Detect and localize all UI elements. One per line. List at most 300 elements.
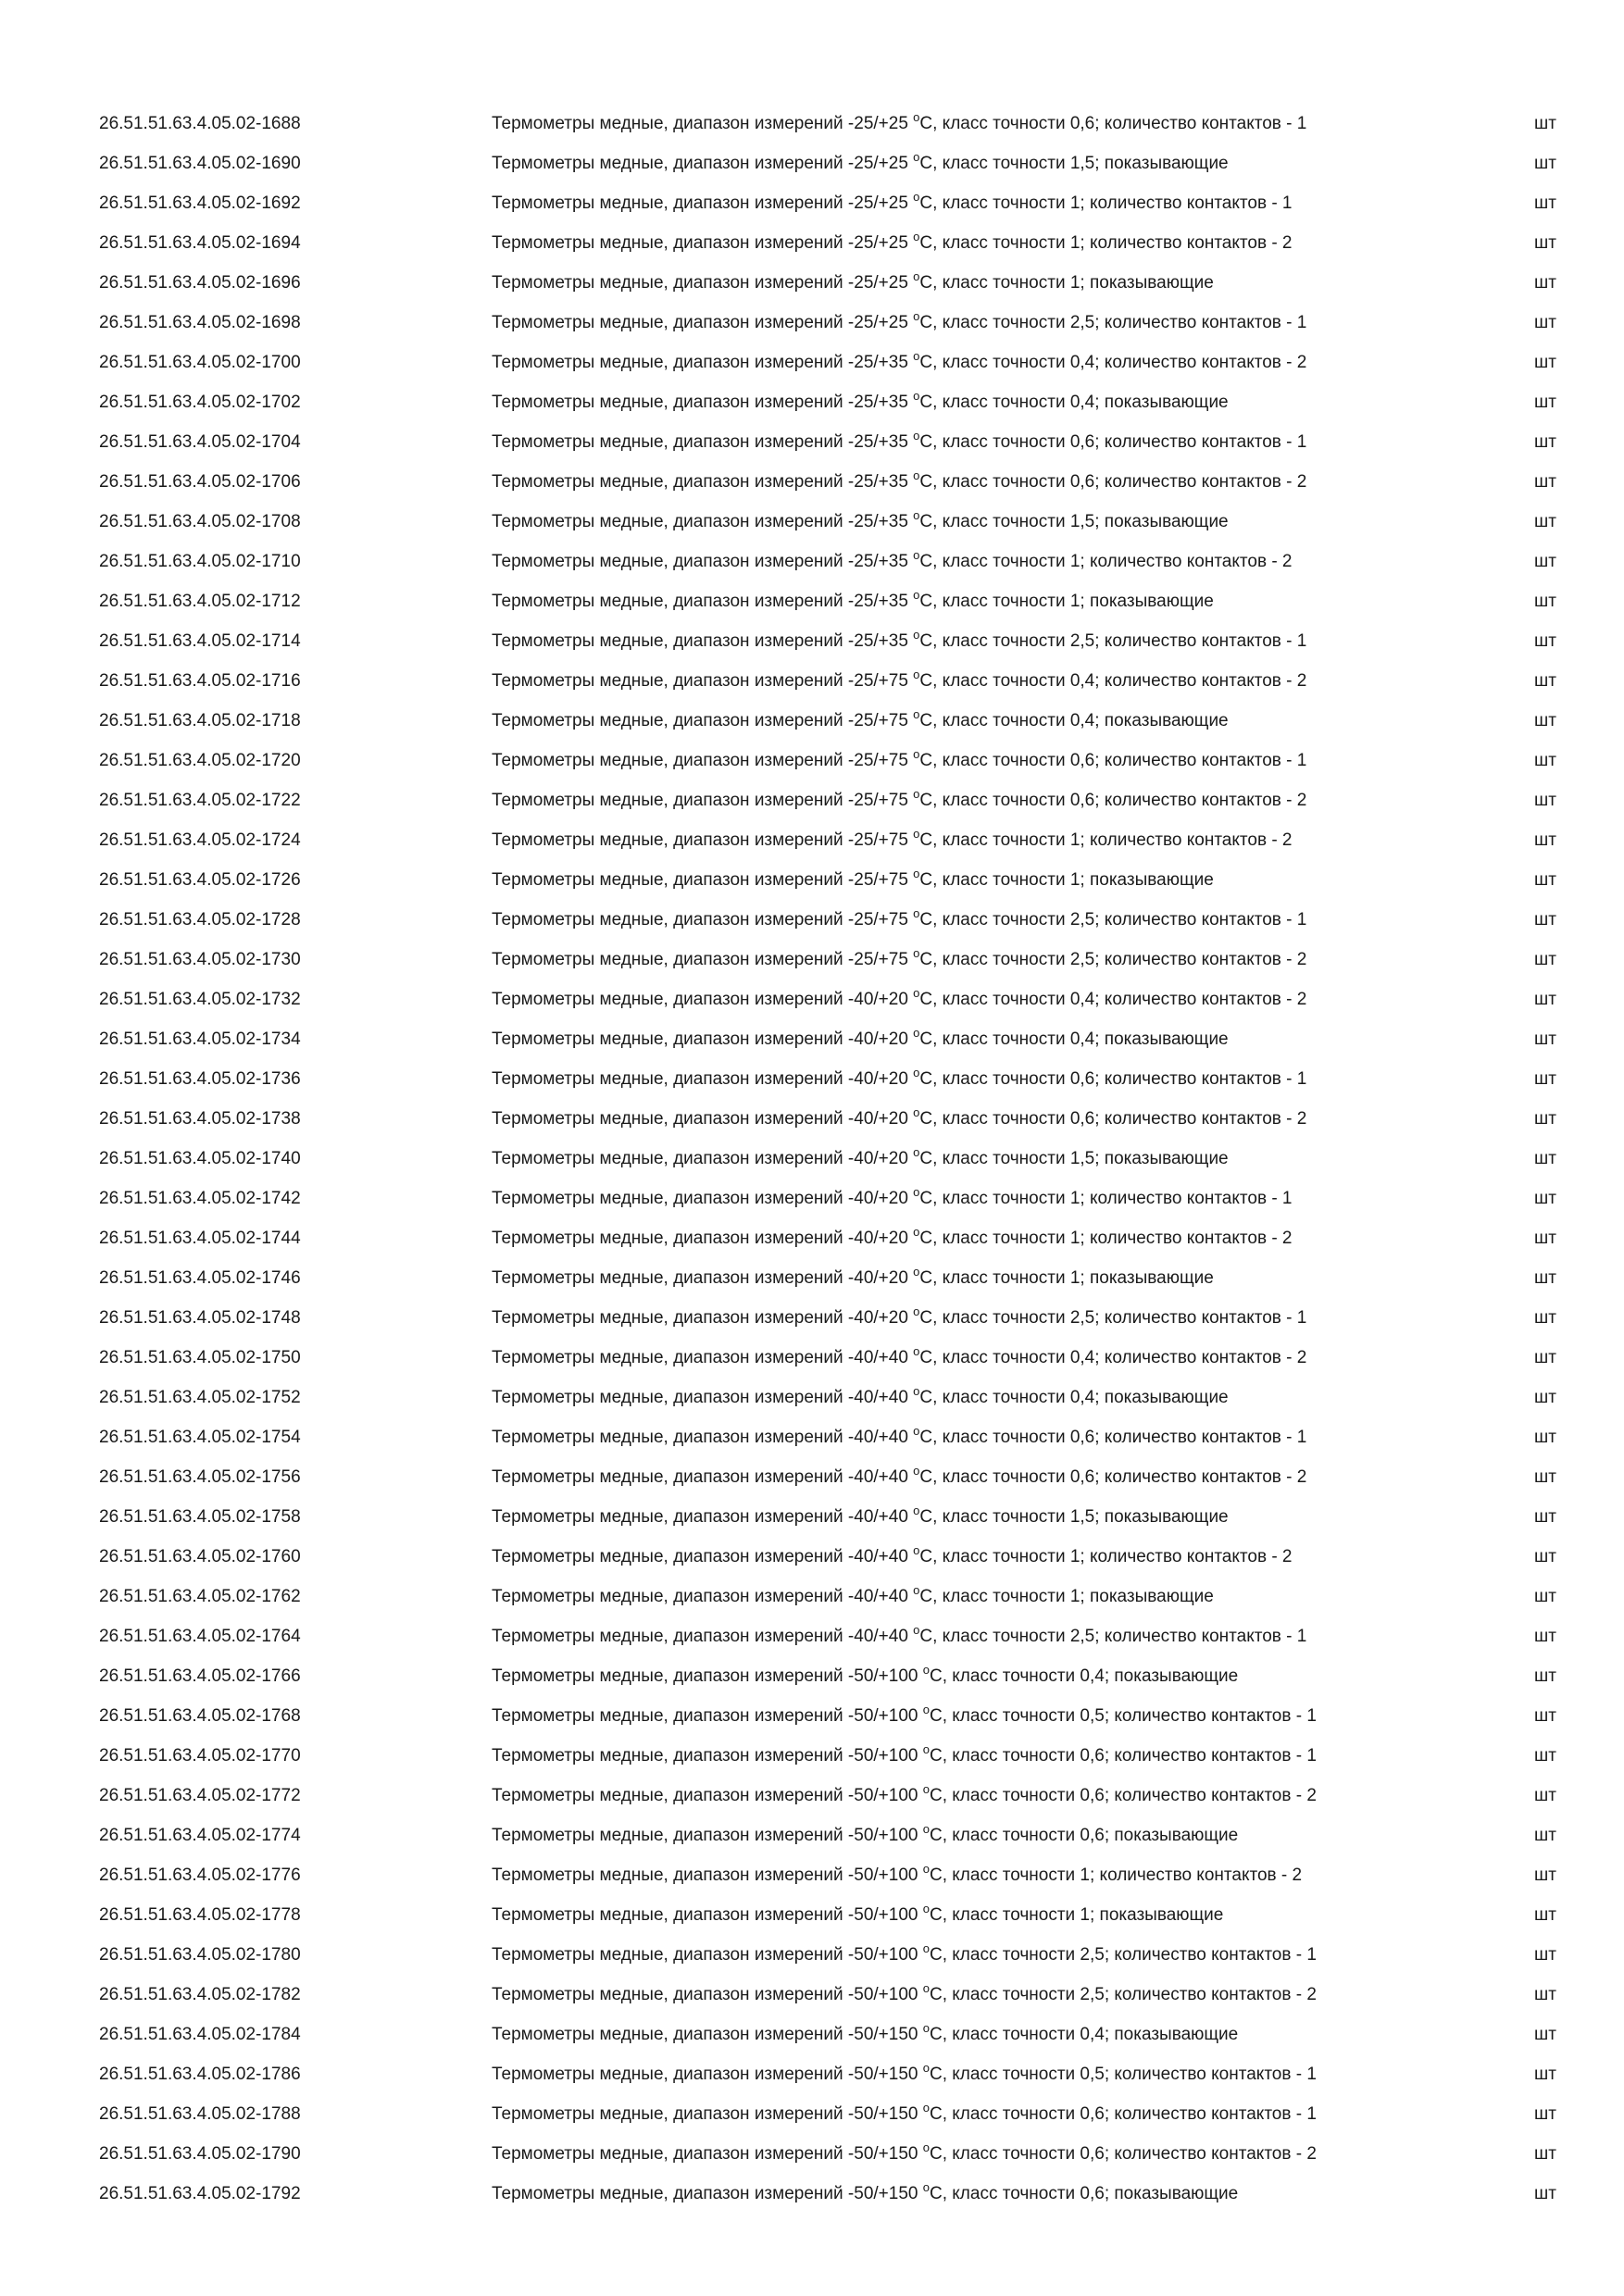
item-description	[492, 382, 1229, 422]
item-code: 26.51.51.63.4.05.02-1690	[99, 154, 301, 173]
description-tail: С, класс точности 2,5; количество контактов - 2	[929, 1985, 1317, 2004]
item-code: 26.51.51.63.4.05.02-1714	[99, 631, 301, 651]
description-tail: С, класс точности 0,6; количество контактов - 1	[919, 114, 1307, 133]
temperature-range: -25/+75	[847, 671, 914, 691]
description-prefix: Термометры медные, диапазон измерений	[492, 2104, 848, 2124]
temperature-range: -50/+100	[847, 1985, 923, 2004]
item-unit: шт	[1534, 592, 1556, 611]
item-unit: шт	[1534, 1348, 1556, 1367]
temperature-range: -40/+40	[847, 1547, 914, 1566]
temperature-range: -25/+35	[847, 432, 914, 452]
description-prefix: Термометры медные, диапазон измерений	[492, 313, 848, 332]
degree-sign: о	[913, 1185, 920, 1199]
item-code: 26.51.51.63.4.05.02-1710	[99, 552, 301, 571]
description-prefix: Термометры медные, диапазон измерений	[492, 1189, 848, 1208]
item-unit: шт	[1534, 353, 1556, 372]
description-tail: С, класс точности 0,4; показывающие	[919, 1388, 1229, 1407]
degree-sign: о	[913, 747, 920, 761]
description-prefix: Термометры медные, диапазон измерений	[492, 1587, 848, 1606]
item-code: 26.51.51.63.4.05.02-1702	[99, 393, 301, 412]
description-tail: С, класс точности 0,6; количество контактов - 1	[919, 432, 1307, 452]
item-code: 26.51.51.63.4.05.02-1696	[99, 273, 301, 293]
item-unit: шт	[1534, 2025, 1556, 2044]
description-tail: С, класс точности 0,6; показывающие	[929, 2184, 1239, 2203]
degree-sign: о	[913, 150, 920, 164]
degree-sign: о	[922, 1822, 930, 1836]
description-prefix: Термометры медные, диапазон измерений	[492, 910, 848, 930]
description-prefix: Термометры медные, диапазон измерений	[492, 1229, 848, 1248]
description-tail: С, класс точности 1; показывающие	[919, 870, 1214, 890]
item-code: 26.51.51.63.4.05.02-1700	[99, 353, 301, 372]
item-description	[492, 1656, 1238, 1696]
degree-sign: о	[913, 269, 920, 283]
description-tail: С, класс точности 0,6; количество контактов - 2	[919, 1109, 1307, 1129]
degree-sign: о	[922, 1941, 930, 1955]
table-row	[0, 820, 1624, 860]
item-unit: шт	[1534, 233, 1556, 253]
description-tail: С, класс точности 1; количество контактов - 2	[919, 233, 1293, 253]
temperature-range: -25/+75	[847, 910, 914, 930]
description-prefix: Термометры медные, диапазон измерений	[492, 751, 848, 770]
description-prefix: Термометры медные, диапазон измерений	[492, 393, 848, 412]
table-row	[0, 741, 1624, 780]
table-row	[0, 1417, 1624, 1457]
description-tail: С, класс точности 1; количество контактов - 2	[919, 1547, 1293, 1566]
item-description	[492, 1855, 1302, 1895]
item-unit: шт	[1534, 273, 1556, 293]
item-unit: шт	[1534, 910, 1556, 930]
table-row	[0, 940, 1624, 980]
item-description	[492, 2174, 1238, 2214]
item-code: 26.51.51.63.4.05.02-1724	[99, 830, 301, 850]
item-unit: шт	[1534, 631, 1556, 651]
item-code: 26.51.51.63.4.05.02-1742	[99, 1189, 301, 1208]
description-tail: С, класс точности 1,5; показывающие	[919, 512, 1229, 531]
description-tail: С, класс точности 1; показывающие	[919, 273, 1214, 293]
item-unit: шт	[1534, 432, 1556, 452]
description-prefix: Термометры медные, диапазон измерений	[492, 1945, 848, 1965]
description-tail: С, класс точности 1; количество контактов - 2	[929, 1866, 1303, 1885]
item-description	[492, 860, 1214, 900]
item-code: 26.51.51.63.4.05.02-1712	[99, 592, 301, 611]
description-prefix: Термометры медные, диапазон измерений	[492, 711, 848, 730]
description-tail: С, класс точности 1; показывающие	[929, 1905, 1224, 1925]
item-unit: шт	[1534, 950, 1556, 969]
item-code: 26.51.51.63.4.05.02-1730	[99, 950, 301, 969]
item-description	[492, 104, 1306, 144]
item-description	[492, 542, 1293, 581]
degree-sign: о	[913, 1304, 920, 1318]
table-row	[0, 581, 1624, 621]
description-prefix: Термометры медные, диапазон измерений	[492, 1866, 848, 1885]
table-row	[0, 502, 1624, 542]
item-unit: шт	[1534, 1945, 1556, 1965]
item-description	[492, 1099, 1306, 1139]
temperature-range: -40/+20	[847, 1189, 914, 1208]
item-description	[492, 1776, 1317, 1816]
description-prefix: Термометры медные, диапазон измерений	[492, 1905, 848, 1925]
item-description	[492, 1139, 1229, 1179]
degree-sign: о	[913, 1384, 920, 1398]
item-code: 26.51.51.63.4.05.02-1748	[99, 1308, 301, 1328]
temperature-range: -25/+25	[847, 114, 914, 133]
item-unit: шт	[1534, 830, 1556, 850]
item-code: 26.51.51.63.4.05.02-1766	[99, 1666, 301, 1686]
description-prefix: Термометры медные, диапазон измерений	[492, 552, 848, 571]
table-row	[0, 701, 1624, 741]
item-code: 26.51.51.63.4.05.02-1792	[99, 2184, 301, 2203]
temperature-range: -50/+100	[847, 1666, 923, 1686]
table-row	[0, 144, 1624, 183]
description-tail: С, класс точности 0,4; количество контактов - 2	[919, 353, 1307, 372]
degree-sign: о	[913, 1344, 920, 1358]
description-prefix: Термометры медные, диапазон измерений	[492, 1786, 848, 1805]
table-row	[0, 263, 1624, 303]
item-description	[492, 1179, 1293, 1218]
item-unit: шт	[1534, 313, 1556, 332]
item-description	[492, 1537, 1293, 1577]
description-prefix: Термометры медные, диапазон измерений	[492, 1149, 848, 1168]
table-row	[0, 2054, 1624, 2094]
description-prefix: Термометры медные, диапазон измерений	[492, 1547, 848, 1566]
degree-sign: о	[913, 827, 920, 841]
item-unit: шт	[1534, 1826, 1556, 1845]
description-prefix: Термометры медные, диапазон измерений	[492, 1348, 848, 1367]
item-code: 26.51.51.63.4.05.02-1720	[99, 751, 301, 770]
description-tail: С, класс точности 1; показывающие	[919, 1268, 1214, 1288]
item-description	[492, 1935, 1317, 1975]
description-tail: С, класс точности 0,6; количество контактов - 2	[919, 1467, 1307, 1487]
description-tail: С, класс точности 1; показывающие	[919, 592, 1214, 611]
description-prefix: Термометры медные, диапазон измерений	[492, 1388, 848, 1407]
description-prefix: Термометры медные, диапазон измерений	[492, 1308, 848, 1328]
item-description	[492, 223, 1293, 263]
item-code: 26.51.51.63.4.05.02-1762	[99, 1587, 301, 1606]
item-code: 26.51.51.63.4.05.02-1788	[99, 2104, 301, 2124]
table-row	[0, 1139, 1624, 1179]
table-row	[0, 1696, 1624, 1736]
degree-sign: о	[922, 1782, 930, 1796]
item-unit: шт	[1534, 1627, 1556, 1646]
degree-sign: о	[922, 1663, 930, 1677]
item-code: 26.51.51.63.4.05.02-1774	[99, 1826, 301, 1845]
description-tail: С, класс точности 0,4; показывающие	[919, 711, 1229, 730]
table-row	[0, 1338, 1624, 1378]
item-description	[492, 1019, 1229, 1059]
table-row	[0, 2094, 1624, 2134]
degree-sign: о	[922, 1742, 930, 1756]
item-code: 26.51.51.63.4.05.02-1752	[99, 1388, 301, 1407]
table-row	[0, 2134, 1624, 2174]
table-row	[0, 1497, 1624, 1537]
temperature-range: -25/+35	[847, 631, 914, 651]
description-prefix: Термометры медные, диапазон измерений	[492, 631, 848, 651]
table-row	[0, 1059, 1624, 1099]
description-prefix: Термометры медные, диапазон измерений	[492, 1706, 848, 1726]
temperature-range: -50/+150	[847, 2025, 923, 2044]
item-code: 26.51.51.63.4.05.02-1782	[99, 1985, 301, 2004]
description-tail: С, класс точности 1; количество контактов - 2	[919, 1229, 1293, 1248]
temperature-range: -25/+25	[847, 273, 914, 293]
item-unit: шт	[1534, 393, 1556, 412]
item-description	[492, 462, 1306, 502]
temperature-range: -25/+75	[847, 751, 914, 770]
temperature-range: -50/+150	[847, 2104, 923, 2124]
table-row	[0, 661, 1624, 701]
item-description	[492, 820, 1293, 860]
item-description	[492, 581, 1214, 621]
temperature-range: -25/+35	[847, 393, 914, 412]
item-description	[492, 2015, 1238, 2054]
description-tail: С, класс точности 0,4; показывающие	[919, 393, 1229, 412]
temperature-range: -40/+40	[847, 1587, 914, 1606]
table-row	[0, 343, 1624, 382]
item-description	[492, 1616, 1306, 1656]
degree-sign: о	[913, 1543, 920, 1557]
temperature-range: -50/+150	[847, 2065, 923, 2084]
item-code: 26.51.51.63.4.05.02-1734	[99, 1029, 301, 1049]
degree-sign: о	[913, 707, 920, 721]
temperature-range: -40/+20	[847, 1229, 914, 1248]
degree-sign: о	[913, 1225, 920, 1239]
degree-sign: о	[913, 349, 920, 363]
degree-sign: о	[922, 2140, 930, 2154]
item-description	[492, 1417, 1306, 1457]
item-code: 26.51.51.63.4.05.02-1736	[99, 1069, 301, 1089]
item-description	[492, 183, 1293, 223]
degree-sign: о	[913, 1145, 920, 1159]
item-code: 26.51.51.63.4.05.02-1740	[99, 1149, 301, 1168]
temperature-range: -40/+20	[847, 1109, 914, 1129]
price-list-page	[0, 104, 1624, 2214]
degree-sign: о	[913, 867, 920, 880]
description-tail: С, класс точности 0,6; количество контактов - 2	[919, 472, 1307, 492]
item-unit: шт	[1534, 1786, 1556, 1805]
item-code: 26.51.51.63.4.05.02-1784	[99, 2025, 301, 2044]
description-tail: С, класс точности 0,6; показывающие	[929, 1826, 1239, 1845]
description-prefix: Термометры медные, диапазон измерений	[492, 512, 848, 531]
item-unit: шт	[1534, 1388, 1556, 1407]
description-prefix: Термометры медные, диапазон измерений	[492, 1268, 848, 1288]
item-unit: шт	[1534, 1866, 1556, 1885]
description-prefix: Термометры медные, диапазон измерений	[492, 114, 848, 133]
item-unit: шт	[1534, 1308, 1556, 1328]
description-prefix: Термометры медные, диапазон измерений	[492, 1826, 848, 1845]
temperature-range: -25/+25	[847, 154, 914, 173]
item-unit: шт	[1534, 671, 1556, 691]
item-code: 26.51.51.63.4.05.02-1706	[99, 472, 301, 492]
item-description	[492, 1497, 1229, 1537]
temperature-range: -25/+25	[847, 193, 914, 213]
description-prefix: Термометры медные, диапазон измерений	[492, 1467, 848, 1487]
table-row	[0, 1736, 1624, 1776]
item-code: 26.51.51.63.4.05.02-1722	[99, 791, 301, 810]
table-row	[0, 860, 1624, 900]
description-prefix: Термометры медные, диапазон измерений	[492, 1666, 848, 1686]
item-description	[492, 263, 1214, 303]
table-row	[0, 1975, 1624, 2015]
degree-sign: о	[913, 1424, 920, 1438]
description-tail: С, класс точности 2,5; количество контактов - 1	[919, 910, 1307, 930]
table-row	[0, 1457, 1624, 1497]
temperature-range: -50/+100	[847, 1746, 923, 1766]
item-code: 26.51.51.63.4.05.02-1768	[99, 1706, 301, 1726]
item-code: 26.51.51.63.4.05.02-1756	[99, 1467, 301, 1487]
item-unit: шт	[1534, 1229, 1556, 1248]
temperature-range: -40/+20	[847, 1029, 914, 1049]
degree-sign: о	[913, 946, 920, 960]
temperature-range: -50/+100	[847, 1826, 923, 1845]
item-unit: шт	[1534, 1428, 1556, 1447]
item-description	[492, 701, 1229, 741]
description-prefix: Термометры медные, диапазон измерений	[492, 592, 848, 611]
table-row	[0, 1855, 1624, 1895]
degree-sign: о	[922, 1902, 930, 1915]
degree-sign: о	[913, 986, 920, 1000]
degree-sign: о	[913, 508, 920, 522]
temperature-range: -25/+35	[847, 592, 914, 611]
description-tail: С, класс точности 0,4; количество контактов - 2	[919, 990, 1307, 1009]
table-row	[0, 780, 1624, 820]
description-tail: С, класс точности 1; количество контактов - 2	[919, 552, 1293, 571]
description-tail: С, класс точности 0,4; количество контактов - 2	[919, 1348, 1307, 1367]
item-description	[492, 780, 1306, 820]
description-tail: С, класс точности 0,6; количество контактов - 1	[919, 1428, 1307, 1447]
item-description	[492, 1696, 1317, 1736]
table-row	[0, 1656, 1624, 1696]
item-code: 26.51.51.63.4.05.02-1772	[99, 1786, 301, 1805]
description-prefix: Термометры медные, диапазон измерений	[492, 432, 848, 452]
degree-sign: о	[913, 588, 920, 602]
temperature-range: -50/+150	[847, 2144, 923, 2164]
degree-sign: о	[913, 1583, 920, 1597]
degree-sign: о	[913, 1265, 920, 1279]
description-prefix: Термометры медные, диапазон измерений	[492, 671, 848, 691]
item-code: 26.51.51.63.4.05.02-1708	[99, 512, 301, 531]
description-tail: С, класс точности 2,5; количество контактов - 1	[919, 1308, 1307, 1328]
degree-sign: о	[922, 2021, 930, 2035]
item-description	[492, 303, 1306, 343]
item-unit: шт	[1534, 472, 1556, 492]
item-unit: шт	[1534, 1507, 1556, 1527]
description-tail: С, класс точности 0,4; показывающие	[919, 1029, 1229, 1049]
table-row	[0, 462, 1624, 502]
item-description	[492, 1298, 1306, 1338]
degree-sign: о	[913, 110, 920, 124]
item-code: 26.51.51.63.4.05.02-1780	[99, 1945, 301, 1965]
item-unit: шт	[1534, 990, 1556, 1009]
description-prefix: Термометры медные, диапазон измерений	[492, 2184, 848, 2203]
table-row	[0, 1258, 1624, 1298]
description-tail: С, класс точности 0,6; количество контактов - 2	[919, 791, 1307, 810]
description-tail: С, класс точности 2,5; количество контактов - 2	[919, 950, 1307, 969]
description-tail: С, класс точности 1,5; показывающие	[919, 1507, 1229, 1527]
description-prefix: Термометры медные, диапазон измерений	[492, 1507, 848, 1527]
degree-sign: о	[913, 1504, 920, 1517]
description-prefix: Термометры медные, диапазон измерений	[492, 154, 848, 173]
temperature-range: -40/+40	[847, 1348, 914, 1367]
item-code: 26.51.51.63.4.05.02-1790	[99, 2144, 301, 2164]
item-code: 26.51.51.63.4.05.02-1704	[99, 432, 301, 452]
temperature-range: -25/+75	[847, 830, 914, 850]
temperature-range: -40/+40	[847, 1388, 914, 1407]
item-unit: шт	[1534, 552, 1556, 571]
item-unit: шт	[1534, 1109, 1556, 1129]
description-tail: С, класс точности 0,6; количество контактов - 1	[919, 751, 1307, 770]
table-row	[0, 183, 1624, 223]
temperature-range: -25/+75	[847, 950, 914, 969]
temperature-range: -40/+40	[847, 1428, 914, 1447]
degree-sign: о	[913, 1623, 920, 1637]
item-description	[492, 1338, 1306, 1378]
item-unit: шт	[1534, 1587, 1556, 1606]
table-row	[0, 422, 1624, 462]
item-code: 26.51.51.63.4.05.02-1726	[99, 870, 301, 890]
item-code: 26.51.51.63.4.05.02-1716	[99, 671, 301, 691]
temperature-range: -40/+20	[847, 1069, 914, 1089]
item-unit: шт	[1534, 2065, 1556, 2084]
item-code: 26.51.51.63.4.05.02-1778	[99, 1905, 301, 1925]
item-unit: шт	[1534, 751, 1556, 770]
item-code: 26.51.51.63.4.05.02-1764	[99, 1627, 301, 1646]
item-description	[492, 900, 1306, 940]
description-prefix: Термометры медные, диапазон измерений	[492, 830, 848, 850]
degree-sign: о	[913, 389, 920, 403]
item-description	[492, 1975, 1317, 2015]
item-unit: шт	[1534, 1189, 1556, 1208]
description-tail: С, класс точности 1,5; показывающие	[919, 154, 1229, 173]
degree-sign: о	[913, 1464, 920, 1478]
item-code: 26.51.51.63.4.05.02-1694	[99, 233, 301, 253]
item-unit: шт	[1534, 711, 1556, 730]
table-row	[0, 1179, 1624, 1218]
item-code: 26.51.51.63.4.05.02-1750	[99, 1348, 301, 1367]
item-code: 26.51.51.63.4.05.02-1770	[99, 1746, 301, 1766]
table-row	[0, 980, 1624, 1019]
table-row	[0, 542, 1624, 581]
item-description	[492, 2094, 1317, 2134]
description-prefix: Термометры медные, диапазон измерений	[492, 353, 848, 372]
description-prefix: Термометры медные, диапазон измерений	[492, 1069, 848, 1089]
temperature-range: -25/+35	[847, 512, 914, 531]
temperature-range: -40/+40	[847, 1627, 914, 1646]
description-prefix: Термометры медные, диапазон измерений	[492, 1627, 848, 1646]
table-row	[0, 223, 1624, 263]
item-unit: шт	[1534, 2144, 1556, 2164]
description-prefix: Термометры медные, диапазон измерений	[492, 950, 848, 969]
temperature-range: -25/+35	[847, 472, 914, 492]
table-row	[0, 1776, 1624, 1816]
item-description	[492, 661, 1306, 701]
table-row	[0, 1935, 1624, 1975]
description-prefix: Термометры медные, диапазон измерений	[492, 1109, 848, 1129]
table-row	[0, 2015, 1624, 2054]
item-code: 26.51.51.63.4.05.02-1758	[99, 1507, 301, 1527]
item-description	[492, 1895, 1223, 1935]
item-code: 26.51.51.63.4.05.02-1776	[99, 1866, 301, 1885]
item-unit: шт	[1534, 2184, 1556, 2203]
table-row	[0, 1298, 1624, 1338]
item-unit: шт	[1534, 1029, 1556, 1049]
degree-sign: о	[922, 1703, 930, 1716]
item-unit: шт	[1534, 791, 1556, 810]
description-prefix: Термометры медные, диапазон измерений	[492, 193, 848, 213]
description-tail: С, класс точности 2,5; количество контактов - 1	[919, 1627, 1307, 1646]
description-prefix: Термометры медные, диапазон измерений	[492, 273, 848, 293]
description-tail: С, класс точности 0,4; количество контактов - 2	[919, 671, 1307, 691]
description-tail: С, класс точности 0,5; количество контактов - 1	[929, 1706, 1317, 1726]
description-prefix: Термометры медные, диапазон измерений	[492, 1029, 848, 1049]
